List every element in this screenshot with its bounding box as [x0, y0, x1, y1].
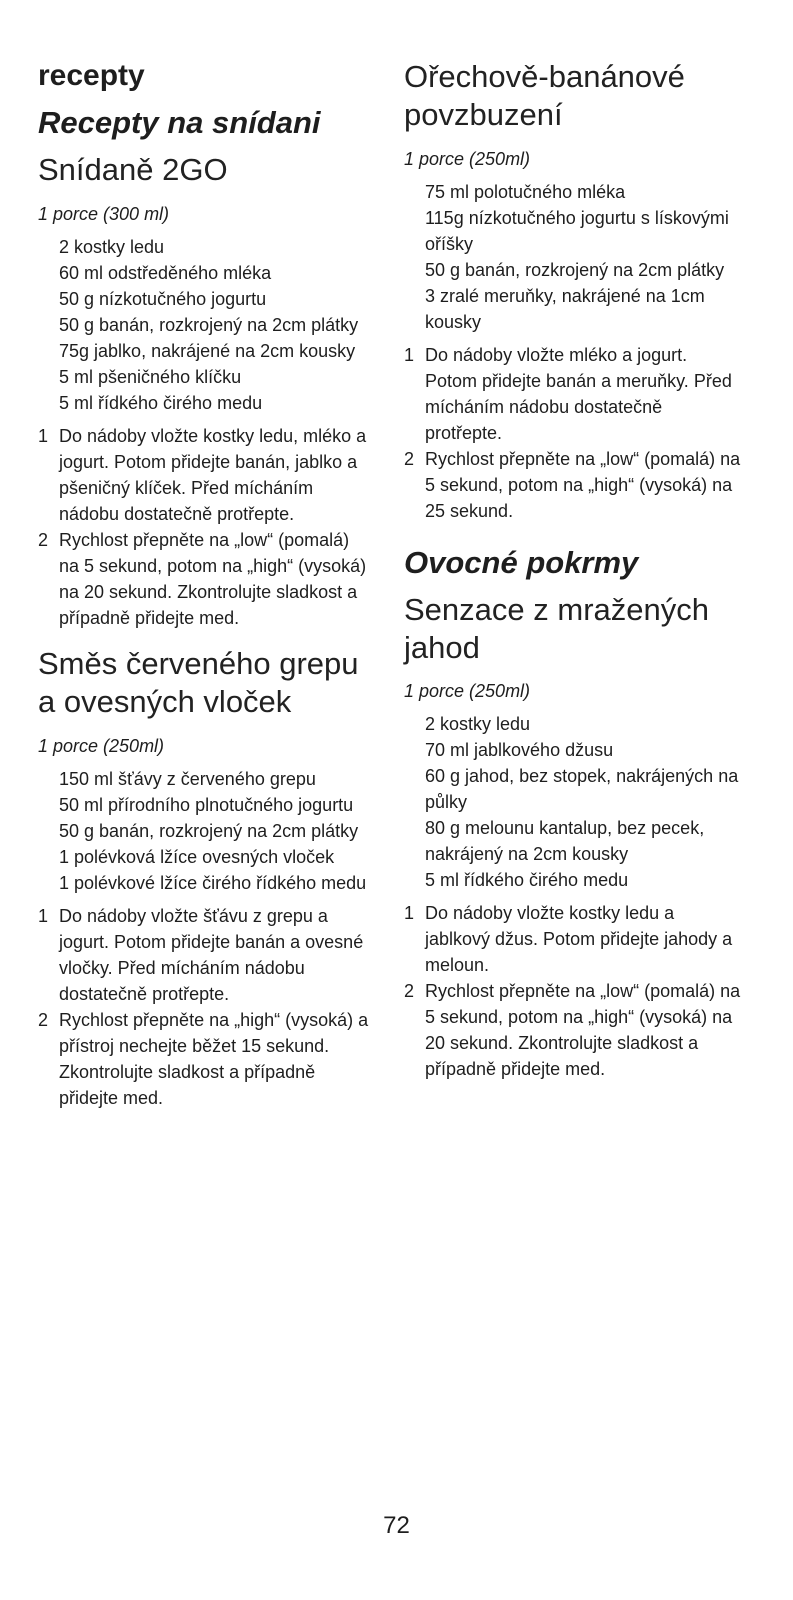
step-list [404, 342, 744, 524]
step-number: 1 [38, 905, 49, 926]
step-text: Rychlost přepněte na „high“ (vysoká) a přístroj nechejte běžet 15 sekund. Zkontrolujte sladkost a případně přidejte med. [59, 1009, 369, 1108]
step-list [404, 900, 744, 1082]
step-text: Rychlost přepněte na „low“ (pomalá) na 5 sekund, potom na „high“ (vysoká) na 25 sekund. [425, 448, 741, 521]
step-number: 2 [38, 530, 49, 550]
step-number: 2 [404, 448, 415, 469]
category-title-fruit: Ovocné pokrmy [404, 544, 639, 580]
step-number: 1 [404, 903, 415, 924]
ingredient-list [38, 766, 370, 896]
ingredient-item: 1 polévková lžíce ovesných vloček [59, 846, 335, 867]
ingredient-item: 2 kostky ledu [59, 237, 165, 257]
step-item [404, 900, 744, 978]
step-text: Do nádoby vložte kostky ledu a jablkový džus. Potom přidejte jahody a meloun. [425, 903, 733, 976]
ingredient-item: 60 ml odstředěného mléka [59, 263, 272, 283]
step-item [38, 1007, 370, 1111]
ingredient-item: 80 g melounu kantalup, bez pecek, nakrájený na 2cm kousky [425, 818, 705, 865]
recipe-orechove-bananove [404, 58, 744, 524]
left-column [38, 58, 370, 1125]
step-text: Rychlost přepněte na „low“ (pomalá) na 5 sekund, potom na „high“ (vysoká) na 20 sekund. Zkontrolujte sladkost a případně přidejte med. [425, 981, 741, 1080]
ingredient-item: 75g jablko, nakrájené na 2cm kousky [59, 341, 356, 361]
ingredient-item: 2 kostky ledu [425, 714, 531, 735]
ingredient-item: 3 zralé meruňky, nakrájené na 1cm kousky [425, 285, 705, 332]
ingredient-item: 5 ml řídkého čirého medu [425, 870, 629, 891]
ingredient-item: 50 g banán, rozkrojený na 2cm plátky [59, 315, 359, 335]
step-text: Do nádoby vložte šťávu z grepu a jogurt. Potom přidejte banán a ovesné vločky. Před mícháním nádobu dostatečně protřepte. [59, 905, 364, 1004]
ingredient-item: 150 ml šťávy z červeného grepu [59, 768, 316, 789]
recipe-smes-grepu [38, 645, 370, 1111]
recipe-title: Snídaně 2GO [38, 152, 228, 188]
ingredient-item: 5 ml řídkého čirého medu [59, 393, 263, 413]
ingredient-list [404, 179, 744, 335]
step-list [38, 423, 370, 631]
step-item [404, 978, 744, 1082]
step-item [38, 903, 370, 1007]
step-number: 1 [38, 426, 49, 446]
ingredient-list [38, 234, 370, 416]
ingredient-item: 50 g banán, rozkrojený na 2cm plátky [425, 259, 725, 280]
ingredient-item: 5 ml pšeničného klíčku [59, 367, 242, 387]
step-text: Do nádoby vložte kostky ledu, mléko a jogurt. Potom přidejte banán, jablko a pšeničný klíček. Před mícháním nádobu dostatečně protřepte. [59, 426, 367, 524]
recipe-title: Senzace z mražených jahod [404, 591, 709, 665]
recipe-portion: 1 porce (250ml) [404, 148, 531, 169]
step-text: Do nádoby vložte mléko a jogurt. Potom přidejte banán a meruňky. Před mícháním nádobu dostatečně protřepte. [425, 344, 732, 443]
ingredient-item: 50 g banán, rozkrojený na 2cm plátky [59, 820, 359, 841]
step-number: 2 [38, 1009, 49, 1030]
step-item [404, 342, 744, 446]
ingredient-item: 50 g nízkotučného jogurtu [59, 289, 267, 309]
section-label: recepty [38, 59, 145, 92]
ingredient-item: 75 ml polotučného mléka [425, 181, 626, 202]
recipe-title: Směs červeného grepu a ovesných vloček [38, 646, 359, 719]
right-column [404, 58, 744, 1096]
page-number: 72 [383, 1512, 410, 1539]
step-number: 2 [404, 981, 415, 1002]
ingredient-item: 60 g jahod, bez stopek, nakrájených na půlky [425, 766, 739, 813]
ingredient-item: 115g nízkotučného jogurtu s lískovými oříšky [425, 207, 729, 254]
ingredient-item: 50 ml přírodního plnotučného jogurtu [59, 794, 354, 815]
recipe-portion: 1 porce (300 ml) [38, 204, 170, 224]
recipe-snidane-2go [38, 151, 370, 631]
step-item [38, 423, 370, 527]
ingredient-item: 70 ml jablkového džusu [425, 740, 614, 761]
recipe-portion: 1 porce (250ml) [404, 681, 531, 702]
recipe-portion: 1 porce (250ml) [38, 735, 165, 756]
recipe-title: Ořechově-banánové povzbuzení [404, 59, 685, 132]
step-number: 1 [404, 344, 415, 365]
step-item [38, 527, 370, 631]
step-list [38, 903, 370, 1111]
ingredient-item: 1 polévkové lžíce čirého řídkého medu [59, 872, 367, 893]
step-item [404, 446, 744, 524]
step-text: Rychlost přepněte na „low“ (pomalá) na 5 sekund, potom na „high“ (vysoká) na 20 sekund. Zkontrolujte sladkost a případně přidejte med. [59, 530, 367, 628]
category-title-breakfast: Recepty na snídani [38, 105, 321, 140]
ingredient-list [404, 711, 744, 893]
recipe-senzace-jahod [404, 591, 744, 1083]
